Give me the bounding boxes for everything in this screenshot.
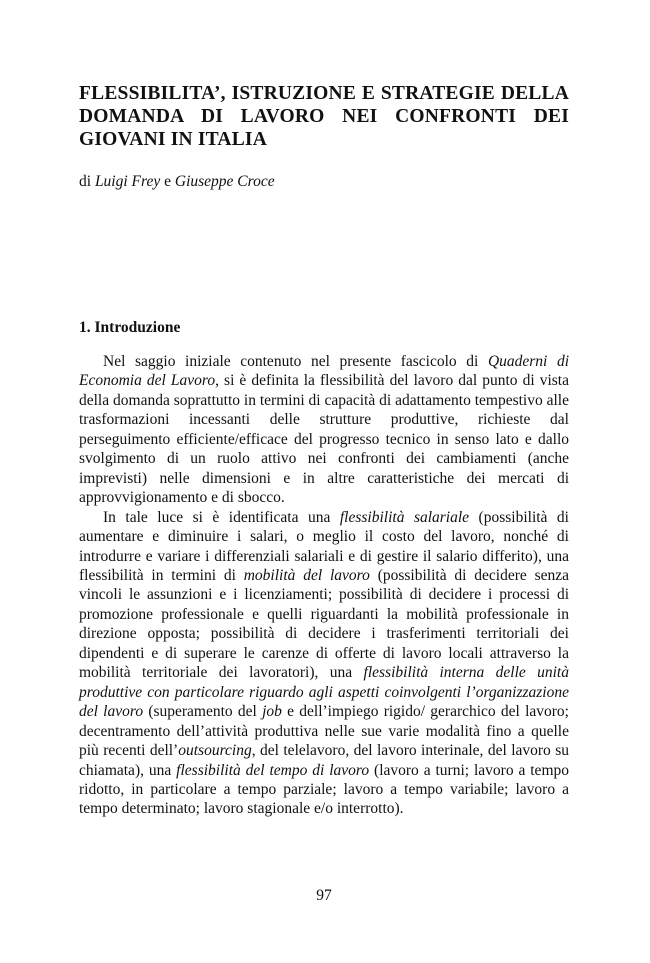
text-run: (possibilità di decidere senza vincoli le assunzioni e i licenziamenti; possibilità di decidere i processi di promozione professionale e quelli riguardanti la mobilità professionale in direzione opposta; possibilità di decidere i trasferimenti territoriali dei dipendenti e di superare le carenze di offerte di lavoro locali attraverso la mobilità territoriale dei lavoratori), una [79, 566, 570, 682]
paragraph-1 [79, 352, 569, 508]
text-run: , del telelavoro, del lavoro interinale, del lavoro su chiamata), una [79, 742, 570, 779]
italic-run: job [262, 703, 282, 721]
byline [79, 172, 275, 192]
article-title [79, 82, 569, 151]
byline-conjunction: e [164, 173, 171, 190]
text-run: In tale luce si è identificata una [103, 508, 340, 526]
text-run: e dell’impiego rigido/ gerarchico del lavoro; decentramento dell’attività produttiva nelle sue varie modalità fino a quelle più recenti dell’ [79, 703, 569, 760]
italic-run: flessibilità del tempo di lavoro [176, 761, 370, 779]
section-heading: 1. Introduzione [79, 319, 181, 336]
italic-run: outsourcing [178, 742, 252, 760]
text-run: (possibilità di aumentare e diminuire i salari, o meglio il costo del lavoro, nonché di introdurre e variare i differenziali salariali e di gestire il salario differito), una flessibilità in termini di [79, 508, 569, 584]
italic-run: flessibilità salariale [339, 508, 470, 526]
paragraph-2 [79, 508, 569, 819]
body-text [79, 352, 569, 819]
italic-run: flessibilità interna delle unità produttive con particolare riguardo agli aspetti coinvolgenti l’organizzazione del lavoro [79, 664, 569, 721]
italic-run: Quaderni di Economia del Lavoro [79, 353, 570, 390]
author-name-2: Giuseppe Croce [174, 173, 275, 190]
text-run: (superamento del [143, 703, 263, 721]
title-line-3: GIOVANI IN ITALIA [79, 129, 267, 150]
text-run: (lavoro a turni; lavoro a tempo ridotto, in particolare a tempo parziale; lavoro a tempo variabile; lavoro a tempo determinato; lavoro stagionale e/o interrotto). [79, 761, 569, 818]
byline-prefix: di [79, 173, 92, 190]
title-line-2: DOMANDA DI LAVORO NEI CONFRONTI DEI [79, 106, 569, 127]
text-run: , si è definita la flessibilità del lavoro dal punto di vista della domanda soprattutto in termini di capacità di adattamento tempestivo alle trasformazioni incessanti delle strutture produttive, richieste dal perseguimento efficiente/efficace del progresso tecnico in senso lato e dallo svolgimento di un ruolo attivo nei confronti dei cambiamenti (anche imprevisti) nelle dimensioni e in altre caratteristiche dei mercati di approvvigionamento e di sbocco. [79, 372, 569, 507]
text-run: Nel saggio iniziale contenuto nel presente fascicolo di [103, 353, 488, 370]
author-name-1: Luigi Frey [94, 173, 161, 190]
italic-run: mobilità del lavoro [243, 566, 370, 584]
page-number: 97 [316, 887, 332, 904]
title-line-1: FLESSIBILITA’, ISTRUZIONE E STRATEGIE DELLA [79, 83, 569, 104]
